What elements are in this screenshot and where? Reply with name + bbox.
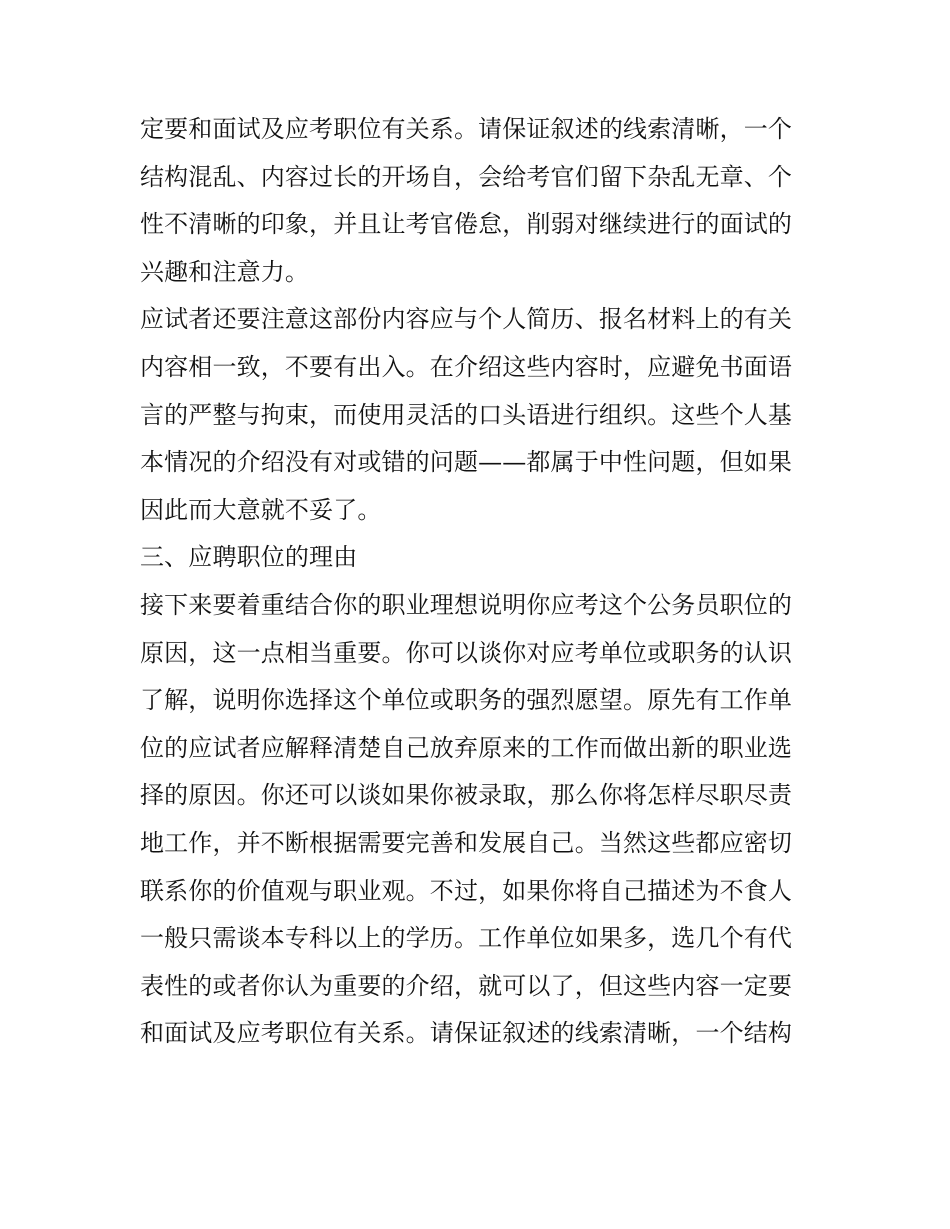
text-line: 地工作，并不断根据需要完善和发展自己。当然这些都应密切 [140, 828, 793, 857]
text-line: 位的应试者应解释清楚自己放弃原来的工作而做出新的职业选 [140, 733, 793, 762]
text-line: 结构混乱、内容过长的开场自，会给考官们留下杂乱无章、个 [140, 162, 793, 191]
text-line: 联系你的价值观与职业观。不过，如果你将自己描述为不食人 [140, 876, 793, 905]
text-line: 应试者还要注意这部份内容应与个人简历、报名材料上的有关 [140, 305, 793, 334]
text-line: 本情况的介绍没有对或错的问题——都属于中性问题，但如果 [140, 448, 793, 477]
text-line: 接下来要着重结合你的职业理想说明你应考这个公务员职位的 [140, 590, 793, 619]
text-line: 因此而大意就不妥了。 [140, 495, 382, 524]
body-text [140, 106, 816, 1058]
section-heading: 三、应聘职位的理由 [140, 543, 358, 572]
text-line: 了解，说明你选择这个单位或职务的强烈愿望。原先有工作单 [140, 686, 793, 715]
text-line: 表性的或者你认为重要的介绍，就可以了，但这些内容一定要 [140, 971, 793, 1000]
text-line: 兴趣和注意力。 [140, 257, 310, 286]
text-line: 一般只需谈本专科以上的学历。工作单位如果多，选几个有代 [140, 924, 793, 953]
text-line: 性不清晰的印象，并且让考官倦怠，削弱对继续进行的面试的 [140, 210, 793, 239]
text-line: 择的原因。你还可以谈如果你被录取，那么你将怎样尽职尽责 [140, 781, 793, 810]
text-line: 言的严整与拘束，而使用灵活的口头语进行组织。这些个人基 [140, 400, 793, 429]
text-line: 定要和面试及应考职位有关系。请保证叙述的线索清晰，一个 [140, 115, 793, 143]
text-line: 和面试及应考职位有关系。请保证叙述的线索清晰，一个结构 [140, 1019, 793, 1048]
text-line: 内容相一致，不要有出入。在介绍这些内容时，应避免书面语 [140, 352, 793, 381]
text-line: 原因，这一点相当重要。你可以谈你对应考单位或职务的认识 [140, 638, 793, 667]
